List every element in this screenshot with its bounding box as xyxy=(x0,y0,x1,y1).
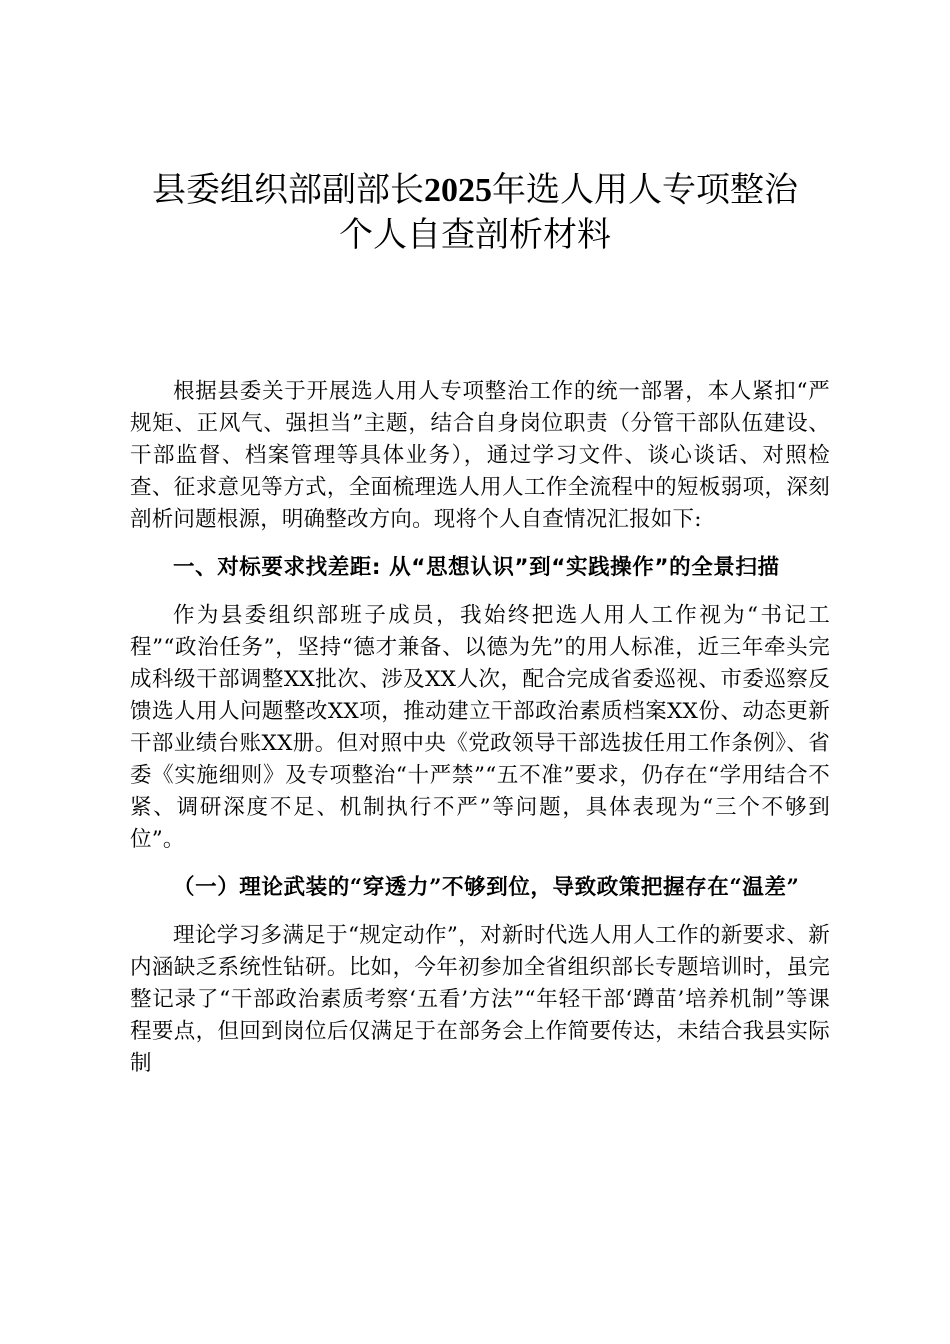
subsection-heading-1: （一）理论武装的“穿透力”不够到位，导致政策把握存在“温差” xyxy=(173,875,800,900)
document-body xyxy=(130,376,830,1080)
title-year: 2025 xyxy=(424,172,492,209)
title-suffix: 年选人用人专项整治 xyxy=(492,170,798,210)
section-heading-1: 一、对标要求找差距: 从“思想认识”到“实践操作”的全景扫描 xyxy=(173,555,780,580)
document-title xyxy=(120,168,830,257)
section-1-paragraph: 作为县委组织部班子成员，我始终把选人用人工作视为“书记工程”“政治任务”，坚持“德才兼备、以德为先”的用人标准，近三年牵头完成科级干部调整XX批次、涉及XX人次，配合完成省委巡视、市委巡察反馈选人用人问题整改XX项，推动建立干部政治素质档案XX份、动态更新干部业绩台账XX册。但对照中央《党政领导干部选拔任用工作条例》、省委《实施细则》及专项整治“十严禁”“五不准”要求，仍存在“学用结合不紧、调研深度不足、机制执行不严”等问题，具体表现为“三个不够到位”。 xyxy=(130,603,830,852)
title-line-1 xyxy=(120,168,830,213)
title-prefix: 县委组织部副部长 xyxy=(152,170,424,210)
subsection-1-paragraph: 理论学习多满足于“规定动作”，对新时代选人用人工作的新要求、新内涵缺乏系统性钻研。比如，今年初参加全省组织部长专题培训时，虽完整记录了“干部政治素质考察‘五看’方法”“年轻干部‘蹲苗’培养机制”等课程要点，但回到岗位后仅满足于在部务会上作简要传达，未结合我县实际制 xyxy=(130,923,830,1076)
title-line-2: 个人自查剖析材料 xyxy=(339,215,611,255)
intro-paragraph: 根据县委关于开展选人用人专项整治工作的统一部署，本人紧扣“严规矩、正风气、强担当”主题，结合自身岗位职责（分管干部队伍建设、干部监督、档案管理等具体业务），通过学习文件、谈心谈话、对照检查、征求意见等方式，全面梳理选人用人工作全流程中的短板弱项，深刻剖析问题根源，明确整改方向。现将个人自查情况汇报如下: xyxy=(130,379,830,532)
